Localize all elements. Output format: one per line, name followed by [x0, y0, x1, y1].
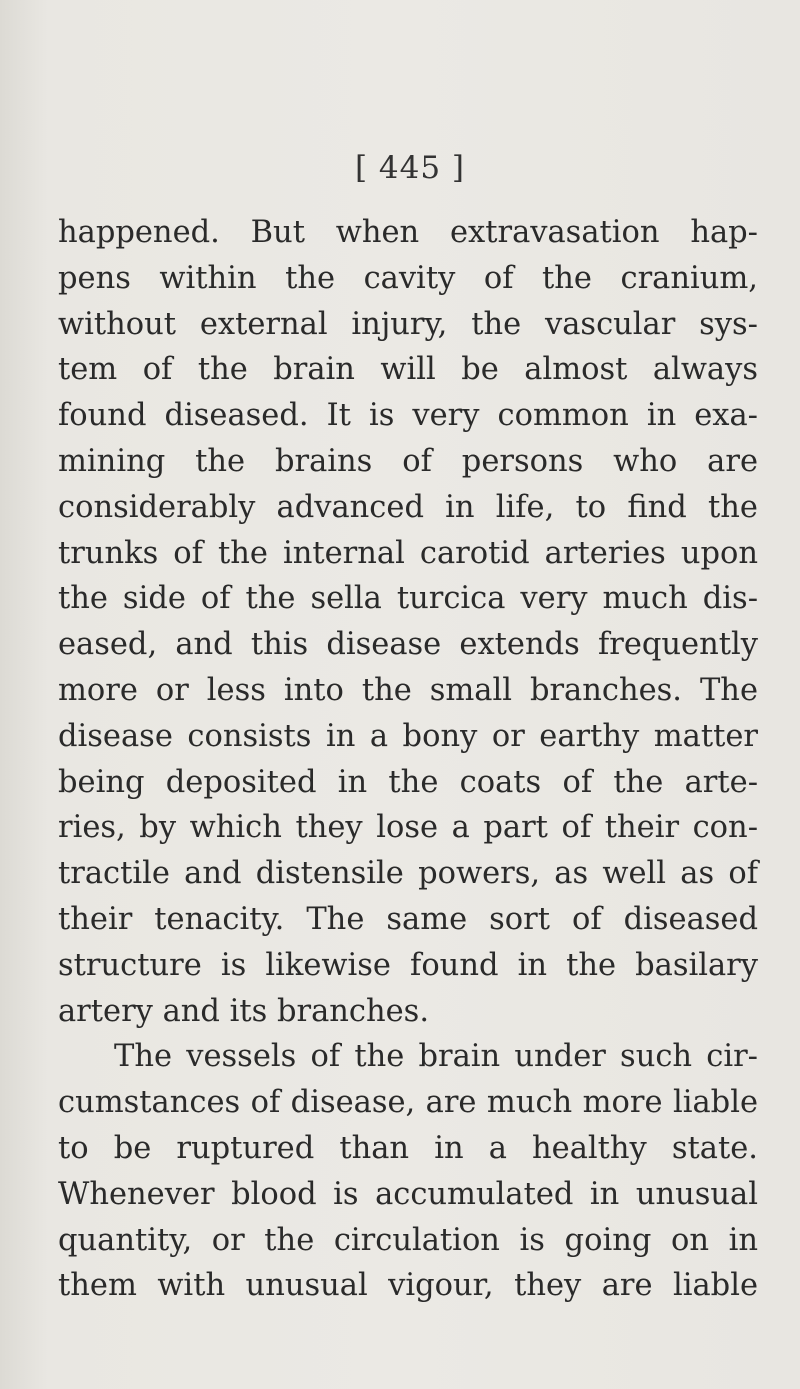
text-line: happened. But when extravasation hap- — [58, 215, 758, 250]
text-line: pens within the cavity of the cranium, — [58, 260, 758, 296]
text-line: eased, and this disease extends frequently — [58, 627, 758, 663]
text-line: ries, by which they lose a part of their con- — [58, 810, 758, 846]
text-line: found diseased. It is very common in exa- — [58, 398, 758, 434]
text-line: trunks of the internal carotid arteries upon — [58, 535, 758, 571]
text-line: The vessels of the brain under such cir- — [114, 1039, 758, 1075]
text-line: artery and its branches. — [58, 993, 430, 1029]
text-line: structure is likewise found in the basilary — [58, 947, 758, 983]
text-line: more or less into the small branches. The — [58, 672, 758, 708]
text-line: them with unusual vigour, they are liable — [58, 1268, 758, 1304]
text-line: the side of the sella turcica very much dis- — [58, 581, 758, 617]
text-line: cumstances of disease, are much more liable — [58, 1085, 758, 1121]
page-number: [ 445 ] — [354, 150, 466, 186]
text-line: being deposited in the coats of the arte- — [58, 764, 758, 800]
text-line: their tenacity. The same sort of diseased — [58, 901, 758, 937]
text-line: mining the brains of persons who are — [58, 443, 758, 479]
text-line: disease consists in a bony or earthy matter — [58, 718, 758, 754]
text-line: to be ruptured than in a healthy state. — [58, 1130, 758, 1166]
text-line: considerably advanced in life, to find the — [58, 489, 758, 525]
text-line: Whenever blood is accumulated in unusual — [58, 1176, 758, 1212]
paragraph-2 — [58, 1034, 758, 1309]
text-line: tem of the brain will be almost always — [58, 352, 758, 388]
text-line: without external injury, the vascular sys- — [58, 306, 758, 342]
body-text — [58, 210, 758, 1309]
text-line: quantity, or the circulation is going on in — [58, 1222, 758, 1258]
paragraph-1 — [58, 210, 758, 1034]
text-line: tractile and distensile powers, as well as of — [58, 856, 758, 892]
